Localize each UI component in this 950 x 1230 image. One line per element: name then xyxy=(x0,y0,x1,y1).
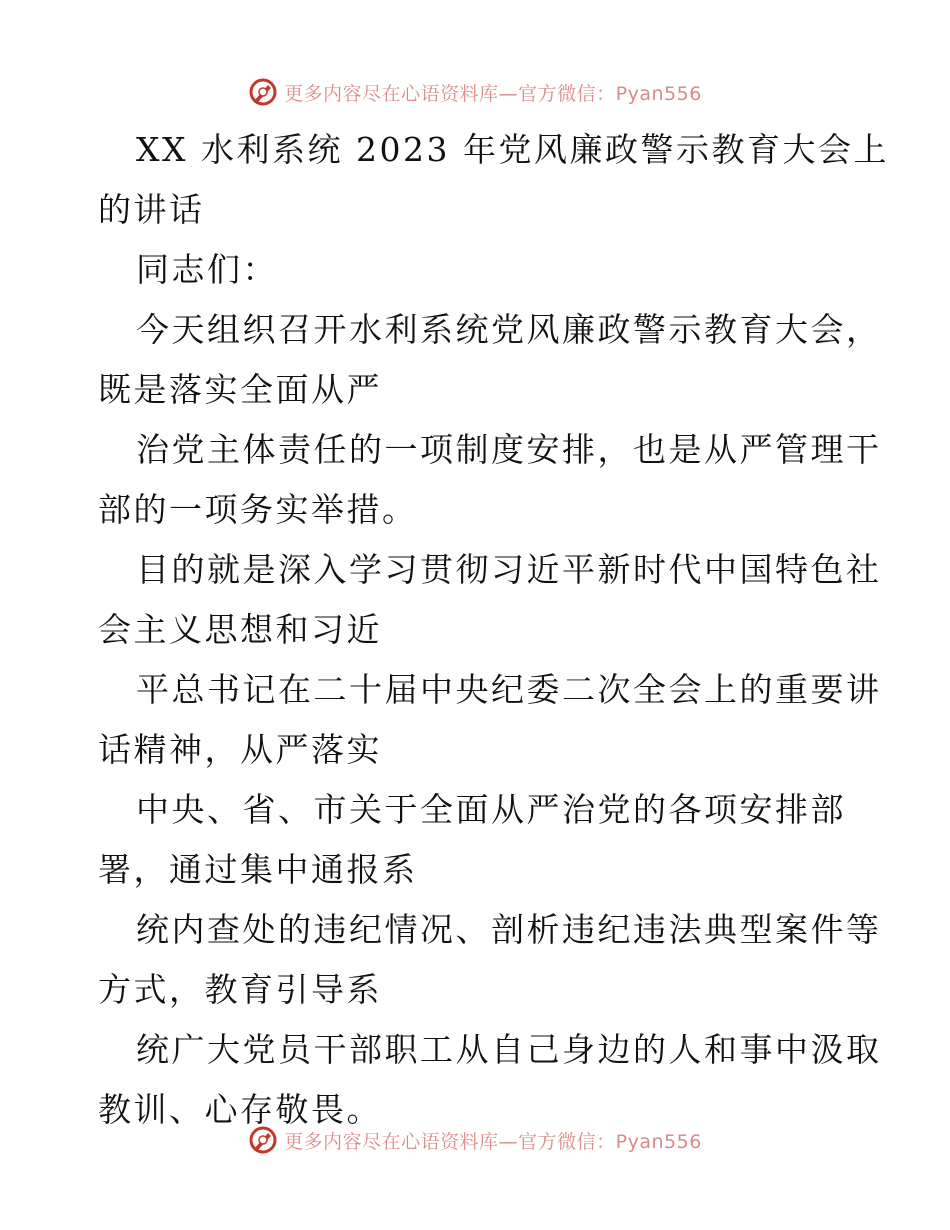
salutation: 同志们： xyxy=(136,250,278,289)
paragraph-7-line-1: 统广大党员干部职工从自己身边的人和事中汲取 xyxy=(136,1030,882,1069)
logo-icon xyxy=(248,77,278,107)
paragraph-6-line-2: 方式，教育引导系 xyxy=(98,970,382,1009)
paragraph-5-line-2: 署，通过集中通报系 xyxy=(98,850,418,889)
paragraph-3-line-2: 会主义思想和习近 xyxy=(98,610,382,649)
paragraph-4-line-1: 平总书记在二十届中央纪委二次全会上的重要讲 xyxy=(136,670,882,709)
footer-watermark xyxy=(0,1120,950,1160)
logo-icon xyxy=(248,1125,278,1155)
header-watermark xyxy=(0,72,950,112)
paragraph-1-line-2: 既是落实全面从严 xyxy=(98,370,382,409)
watermark-text: 更多内容尽在心语资料库—官方微信：Pyan556 xyxy=(284,82,702,105)
paragraph-4-line-2: 话精神，从严落实 xyxy=(98,730,382,769)
watermark-text: 更多内容尽在心语资料库—官方微信：Pyan556 xyxy=(284,1130,702,1153)
paragraph-2-line-2: 部的一项务实举措。 xyxy=(98,490,418,529)
paragraph-7-line-2: 教训、心存敬畏。 xyxy=(98,1090,382,1129)
document-title-line-2: 的讲话 xyxy=(98,190,205,229)
document-title-line-1: XX 水利系统 2023 年党风廉政警示教育大会上 xyxy=(136,130,889,169)
document-body xyxy=(98,122,889,1142)
paragraph-6-line-1: 统内查处的违纪情况、剖析违纪违法典型案件等 xyxy=(136,910,882,949)
paragraph-3-line-1: 目的就是深入学习贯彻习近平新时代中国特色社 xyxy=(136,550,882,589)
paragraph-5-line-1: 中央、省、市关于全面从严治党的各项安排部 xyxy=(136,790,846,829)
paragraph-2-line-1: 治党主体责任的一项制度安排，也是从严管理干 xyxy=(136,430,882,469)
paragraph-1-line-1: 今天组织召开水利系统党风廉政警示教育大会， xyxy=(136,310,882,349)
